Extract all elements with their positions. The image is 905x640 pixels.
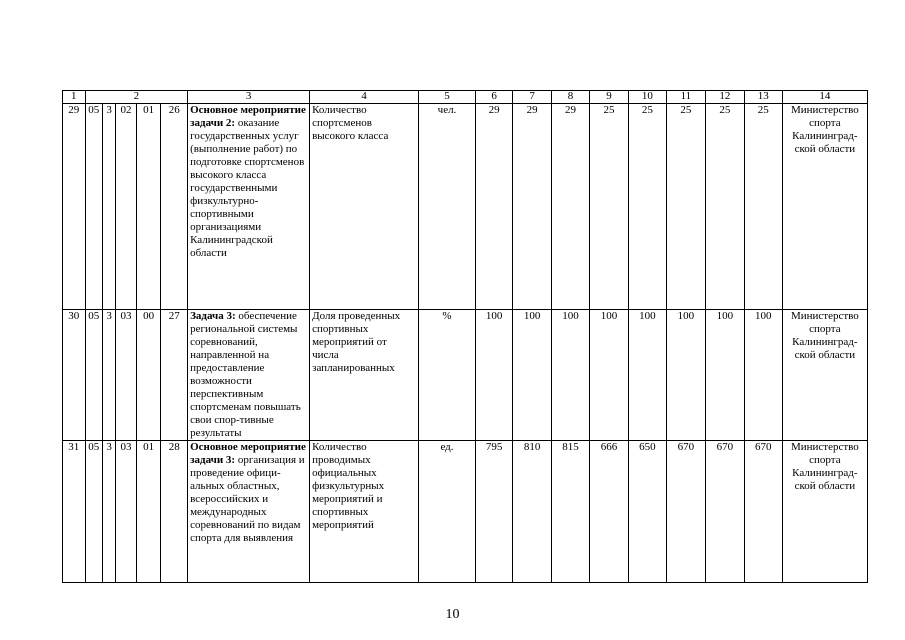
header-cell: 2 <box>85 91 188 104</box>
unit-cell: ед. <box>418 441 475 583</box>
activity-name <box>188 441 310 583</box>
value-cell: 100 <box>552 310 590 441</box>
value-cell: 25 <box>744 104 782 310</box>
code-cell: 05 <box>85 104 102 310</box>
header-cell: 6 <box>476 91 513 104</box>
code-cell: 03 <box>116 310 137 441</box>
value-cell: 666 <box>590 441 629 583</box>
indicator-name: Количество проводимых официальных физкультурных мероприятий и спортивных мероприятий <box>310 441 419 583</box>
code-cell: 28 <box>161 441 188 583</box>
header-cell: 7 <box>513 91 552 104</box>
code-cell: 3 <box>102 104 115 310</box>
value-cell: 810 <box>513 441 552 583</box>
activity-name-text: оказание государственных услуг (выполнение работ) по подготовке спортсменов высокого класса государственными физкультурно-спортивными организациями Калининградской области <box>190 117 305 259</box>
unit-cell: чел. <box>418 104 475 310</box>
header-cell: 9 <box>590 91 629 104</box>
unit-cell: % <box>418 310 475 441</box>
activity-name <box>188 104 310 310</box>
value-cell: 100 <box>705 310 744 441</box>
value-cell: 650 <box>628 441 666 583</box>
value-cell: 100 <box>628 310 666 441</box>
header-row <box>63 91 868 104</box>
code-cell: 02 <box>116 104 137 310</box>
value-cell: 795 <box>476 441 513 583</box>
code-cell: 01 <box>136 441 161 583</box>
indicator-name: Доля проведенных спортивных мероприятий от числа запланированных <box>310 310 419 441</box>
code-cell: 05 <box>85 310 102 441</box>
header-cell: 11 <box>666 91 705 104</box>
header-cell: 12 <box>705 91 744 104</box>
header-cell: 14 <box>782 91 867 104</box>
code-cell: 05 <box>85 441 102 583</box>
header-cell: 13 <box>744 91 782 104</box>
value-cell: 100 <box>513 310 552 441</box>
activity-name-text: обеспечение региональной системы соревнований, направленной на предоставление возможности перспективным спортсменам повышать свои спор-тивные результаты <box>190 310 301 439</box>
header-cell: 5 <box>418 91 475 104</box>
table-row <box>63 310 868 441</box>
value-cell: 25 <box>705 104 744 310</box>
header-cell: 8 <box>552 91 590 104</box>
value-cell: 29 <box>513 104 552 310</box>
activity-name <box>188 310 310 441</box>
code-cell: 3 <box>102 310 115 441</box>
row-number: 29 <box>63 104 86 310</box>
header-cell: 1 <box>63 91 86 104</box>
value-cell: 29 <box>552 104 590 310</box>
value-cell: 670 <box>666 441 705 583</box>
indicator-name: Количество спортсменов высокого класса <box>310 104 419 310</box>
row-number: 31 <box>63 441 86 583</box>
value-cell: 670 <box>705 441 744 583</box>
value-cell: 100 <box>590 310 629 441</box>
code-cell: 3 <box>102 441 115 583</box>
table-row <box>63 104 868 310</box>
header-cell: 10 <box>628 91 666 104</box>
activity-name-text: организация и проведение офици-альных областных, всероссийских и международных соревнований по видам спорта для выявления <box>190 454 305 544</box>
value-cell: 25 <box>666 104 705 310</box>
responsible-cell: Министерство спорта Калининград-ской области <box>782 104 867 310</box>
activity-name-bold: Основное мероприятие задачи 2: <box>190 104 306 129</box>
value-cell: 815 <box>552 441 590 583</box>
activity-name-bold: Задача 3: <box>190 310 236 322</box>
activity-name-bold: Основное мероприятие задачи 3: <box>190 441 306 466</box>
code-cell: 03 <box>116 441 137 583</box>
value-cell: 25 <box>590 104 629 310</box>
responsible-cell: Министерство спорта Калининград-ской области <box>782 441 867 583</box>
program-table <box>62 90 868 583</box>
code-cell: 26 <box>161 104 188 310</box>
value-cell: 670 <box>744 441 782 583</box>
code-cell: 01 <box>136 104 161 310</box>
responsible-cell: Министерство спорта Калининград-ской области <box>782 310 867 441</box>
value-cell: 29 <box>476 104 513 310</box>
value-cell: 100 <box>476 310 513 441</box>
header-cell: 4 <box>310 91 419 104</box>
value-cell: 100 <box>666 310 705 441</box>
header-cell: 3 <box>188 91 310 104</box>
code-cell: 00 <box>136 310 161 441</box>
value-cell: 25 <box>628 104 666 310</box>
row-number: 30 <box>63 310 86 441</box>
page-number: 10 <box>445 607 460 622</box>
value-cell: 100 <box>744 310 782 441</box>
code-cell: 27 <box>161 310 188 441</box>
table-row <box>63 441 868 583</box>
